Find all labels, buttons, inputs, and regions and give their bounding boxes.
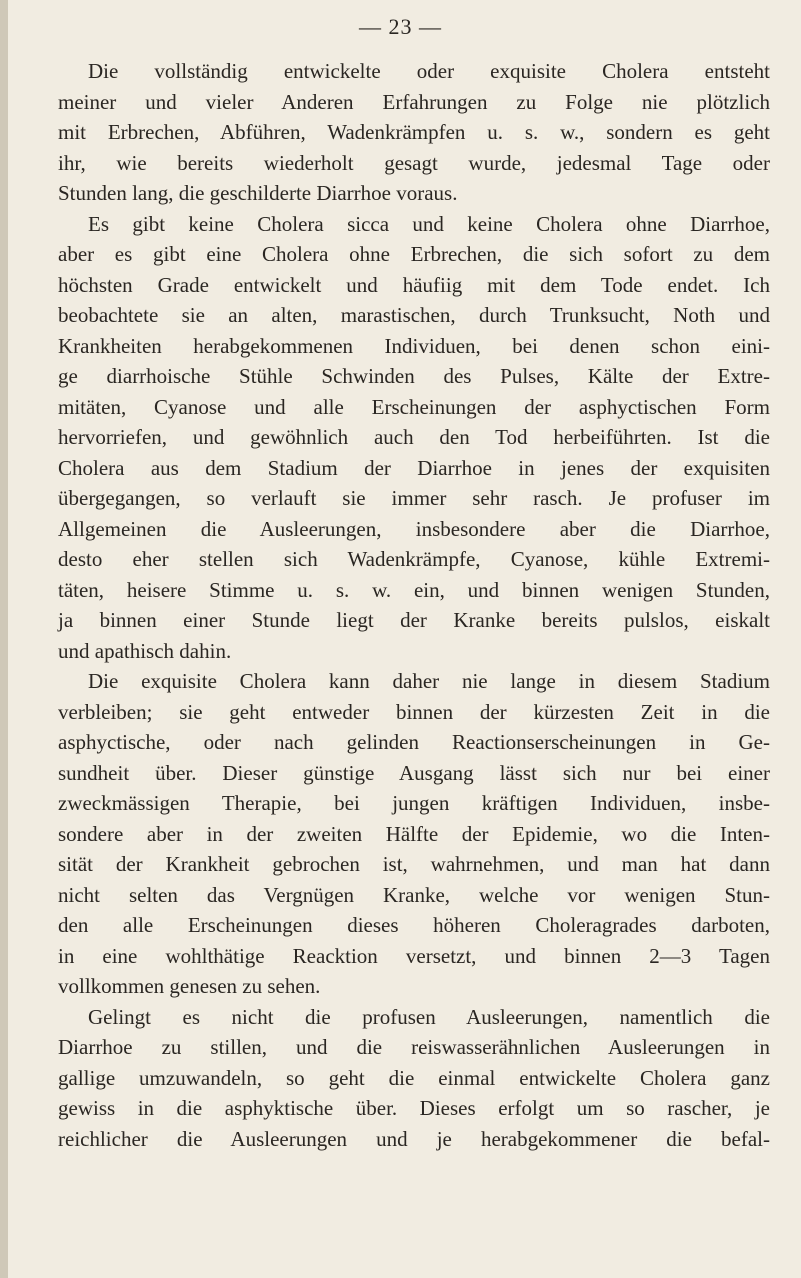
- text-line: Allgemeinen die Ausleerungen, insbesondere aber die Diarrhoe,: [58, 516, 770, 541]
- text-line: zweckmässigen Therapie, bei jungen kräftigen Individuen, insbe-: [58, 791, 770, 815]
- text-line: sität der Krankheit gebrochen ist, wahrnehmen, und man hat dann: [58, 852, 770, 876]
- page-number: — 23 —: [359, 14, 442, 39]
- text-line: in eine wohlthätige Reacktion versetzt, und binnen 2—3 Tagen: [58, 943, 770, 968]
- text-line: und apathisch dahin.: [58, 638, 232, 663]
- text-line: mit Erbrechen, Abführen, Wadenkrämpfen u. s. w., sondern es geht: [58, 120, 770, 144]
- text-line: meiner und vieler Anderen Erfahrungen zu Folge nie plötzlich: [58, 89, 770, 114]
- text-line: Diarrhoe zu stillen, und die reiswasserähnlichen Ausleerungen in: [58, 1035, 770, 1059]
- body-text: [58, 56, 770, 1154]
- text-line: gewiss in die asphyktische über. Dieses erfolgt um so rascher, je: [58, 1096, 770, 1120]
- text-line: gallige umzuwandeln, so geht die einmal entwickelte Cholera ganz: [58, 1065, 770, 1090]
- text-line: Stunden lang, die geschilderte Diarrhoe voraus.: [58, 181, 458, 205]
- text-line: ja binnen einer Stunde liegt der Kranke bereits pulslos, eiskalt: [58, 608, 770, 632]
- text-line: Krankheiten herabgekommenen Individuen, bei denen schon eini-: [58, 333, 770, 358]
- text-line: asphyctische, oder nach gelinden Reactionserscheinungen in Ge-: [58, 730, 770, 754]
- text-line: mitäten, Cyanose und alle Erscheinungen der asphyctischen Form: [58, 394, 770, 419]
- text-line: sundheit über. Dieser günstige Ausgang lässt sich nur bei einer: [58, 760, 770, 785]
- text-line: desto eher stellen sich Wadenkrämpfe, Cyanose, kühle Extremi-: [58, 547, 770, 571]
- text-line: höchsten Grade entwickelt und häufiig mit dem Tode endet. Ich: [58, 272, 770, 297]
- text-line: Die exquisite Cholera kann daher nie lange in diesem Stadium: [88, 669, 770, 693]
- text-line: verbleiben; sie geht entweder binnen der kürzesten Zeit in die: [58, 699, 770, 724]
- text-line: Es gibt keine Cholera sicca und keine Cholera ohne Diarrhoe,: [88, 211, 770, 236]
- text-line: Die vollständig entwickelte oder exquisite Cholera entsteht: [88, 59, 770, 83]
- text-line: Gelingt es nicht die profusen Ausleerungen, namentlich die: [88, 1004, 770, 1029]
- text-line: beobachtete sie an alten, marastischen, durch Trunksucht, Noth und: [58, 303, 770, 327]
- text-line: sondere aber in der zweiten Hälfte der Epidemie, wo die Inten-: [58, 821, 770, 846]
- text-line: hervorriefen, und gewöhnlich auch den Tod herbeiführten. Ist die: [58, 425, 770, 449]
- text-line: nicht selten das Vergnügen Kranke, welche vor wenigen Stun-: [58, 882, 770, 907]
- text-line: täten, heisere Stimme u. s. w. ein, und binnen wenigen Stunden,: [58, 577, 770, 602]
- text-line: reichlicher die Ausleerungen und je herabgekommener die befal-: [58, 1126, 770, 1151]
- text-line: vollkommen genesen zu sehen.: [58, 974, 321, 998]
- text-line: übergegangen, so verlauft sie immer sehr rasch. Je profuser im: [58, 486, 770, 510]
- text-line: ihr, wie bereits wiederholt gesagt wurde, jedesmal Tage oder: [58, 150, 770, 175]
- text-line: aber es gibt eine Cholera ohne Erbrechen, die sich sofort zu dem: [58, 242, 770, 266]
- page-edge-shadow: [0, 0, 8, 1278]
- text-line: Cholera aus dem Stadium der Diarrhoe in jenes der exquisiten: [58, 455, 770, 480]
- text-line: den alle Erscheinungen dieses höheren Choleragrades darboten,: [58, 913, 770, 937]
- text-line: ge diarrhoische Stühle Schwinden des Pulses, Kälte der Extre-: [58, 364, 770, 388]
